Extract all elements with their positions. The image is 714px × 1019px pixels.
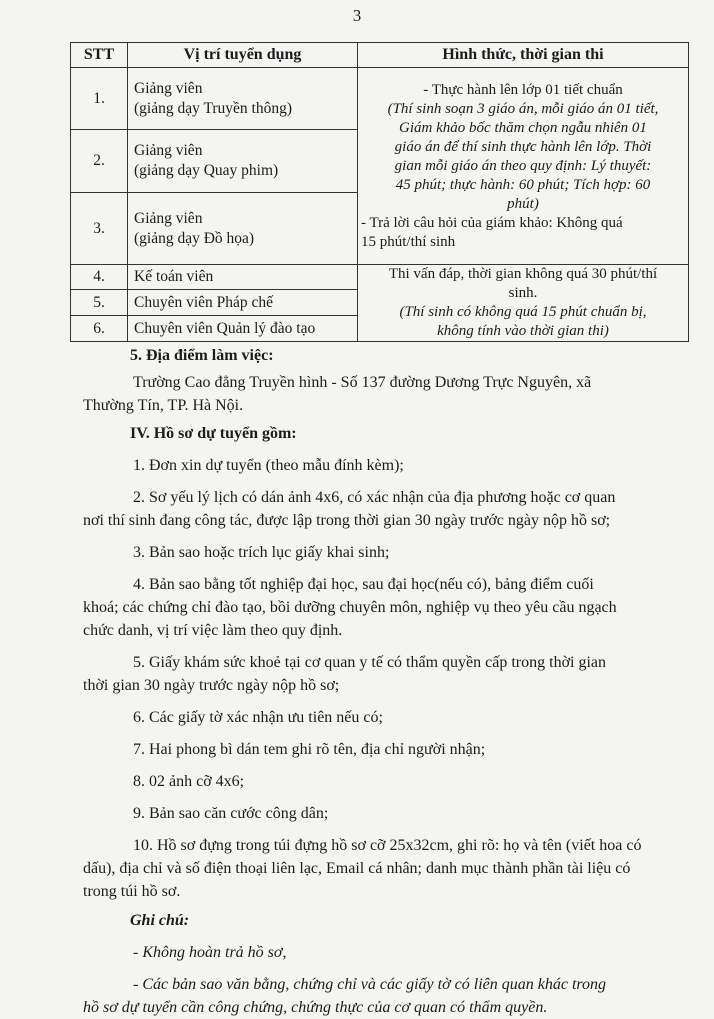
table-header-row	[71, 43, 689, 68]
recruitment-table	[70, 42, 689, 342]
position-line: Giảng viên	[134, 142, 203, 159]
row-stt: 4.	[71, 265, 128, 290]
list-item: 6. Các giấy tờ xác nhận ưu tiên nếu có;	[133, 709, 383, 726]
section-heading-workplace: 5. Địa điểm làm việc:	[130, 347, 274, 364]
table-row	[71, 265, 689, 290]
section-heading-application: IV. Hồ sơ dự tuyển gồm:	[130, 425, 297, 442]
page-number: 3	[352, 6, 362, 25]
list-item: 3. Bản sao hoặc trích lục giấy khai sinh;	[133, 544, 390, 561]
header-position: Vị trí tuyển dụng	[128, 43, 358, 68]
notes-heading: Ghi chú:	[130, 912, 190, 929]
row-stt: 1.	[71, 68, 128, 130]
method-line: 15 phút/thí sinh	[361, 233, 456, 250]
list-item: khoá; các chứng chỉ đào tạo, bồi dưỡng chuyên môn, nghiệp vụ theo yêu cầu ngạch	[83, 599, 617, 616]
method-line: 45 phút; thực hành: 60 phút; Tích hợp: 60	[395, 176, 651, 193]
method-cell-oral	[358, 265, 689, 342]
method-line: phút)	[507, 195, 539, 212]
list-item: 7. Hai phong bì dán tem ghi rõ tên, địa chỉ người nhận;	[133, 741, 486, 758]
paragraph-line: Trường Cao đẳng Truyền hình - Số 137 đường Dương Trực Nguyên, xã	[133, 374, 592, 391]
row-position: Chuyên viên Quản lý đào tạo	[128, 316, 358, 342]
list-item: 2. Sơ yếu lý lịch có dán ảnh 4x6, có xác nhận của địa phương hoặc cơ quan	[133, 489, 616, 506]
header-method: Hình thức, thời gian thi	[358, 43, 689, 68]
list-item: chức danh, vị trí việc làm theo quy định.	[83, 622, 343, 639]
row-position: Kế toán viên	[128, 265, 358, 290]
note-item: - Các bản sao văn bằng, chứng chỉ và các giấy tờ có liên quan khác trong	[133, 976, 607, 993]
method-line: (Thí sinh soạn 3 giáo án, mỗi giáo án 01 tiết,	[387, 100, 659, 117]
method-line: - Trả lời câu hỏi của giám khảo: Không quá	[361, 214, 623, 231]
row-position	[128, 193, 358, 265]
list-item: 1. Đơn xin dự tuyển (theo mẫu đính kèm);	[133, 457, 404, 474]
row-position: Chuyên viên Pháp chế	[128, 290, 358, 316]
paragraph-line: Thường Tín, TP. Hà Nội.	[83, 397, 244, 414]
method-line: Thi vấn đáp, thời gian không quá 30 phút/thí	[388, 266, 658, 282]
row-stt: 3.	[71, 193, 128, 265]
table-row	[71, 68, 689, 130]
list-item: 5. Giấy khám sức khoẻ tại cơ quan y tế có thẩm quyền cấp trong thời gian	[133, 654, 607, 671]
method-line: - Thực hành lên lớp 01 tiết chuẩn	[423, 81, 623, 98]
method-line: gian mỗi giáo án theo quy định: Lý thuyết:	[394, 157, 652, 174]
position-line: Giảng viên	[134, 79, 203, 97]
list-item: 4. Bản sao bằng tốt nghiệp đại học, sau đại học(nếu có), bảng điểm cuối	[133, 576, 594, 593]
list-item: 10. Hồ sơ đựng trong túi đựng hồ sơ cỡ 25x32cm, ghi rõ: họ và tên (viết hoa có	[133, 837, 642, 854]
method-line: không tính vào thời gian thi)	[437, 323, 609, 339]
position-line: (giảng dạy Truyền thông)	[134, 99, 293, 117]
list-item: nơi thí sinh đang công tác, được lập trong thời gian 30 ngày trước ngày nộp hồ sơ;	[83, 512, 611, 529]
list-item: thời gian 30 ngày trước ngày nộp hồ sơ;	[83, 677, 340, 694]
row-stt: 6.	[71, 316, 128, 342]
list-item: dấu), địa chỉ và số điện thoại liên lạc, Email cá nhân; danh mục thành phần tài liệu có	[83, 860, 631, 877]
row-position	[128, 130, 358, 193]
method-cell-teaching	[358, 68, 689, 265]
list-item: 8. 02 ảnh cỡ 4x6;	[133, 773, 245, 790]
document-body	[83, 344, 695, 1019]
method-line: sinh.	[508, 285, 538, 301]
position-line: (giảng dạy Đồ họa)	[134, 229, 255, 247]
method-line: giáo án để thí sinh thực hành lên lớp. Thời	[394, 138, 652, 155]
list-item: trong túi hồ sơ.	[83, 883, 181, 900]
note-item: - Không hoàn trả hồ sơ,	[133, 944, 287, 961]
position-line: (giảng dạy Quay phim)	[134, 162, 279, 179]
row-position	[128, 68, 358, 130]
row-stt: 2.	[71, 130, 128, 193]
note-item: hồ sơ dự tuyển cần công chứng, chứng thực của cơ quan có thẩm quyền.	[83, 999, 548, 1016]
method-line: (Thí sinh có không quá 15 phút chuẩn bị,	[399, 304, 647, 320]
row-stt: 5.	[71, 290, 128, 316]
position-line: Giảng viên	[134, 209, 203, 227]
method-line: Giám khảo bốc thăm chọn ngẫu nhiên 01	[399, 119, 647, 136]
list-item: 9. Bản sao căn cước công dân;	[133, 805, 329, 822]
header-stt: STT	[71, 43, 128, 68]
